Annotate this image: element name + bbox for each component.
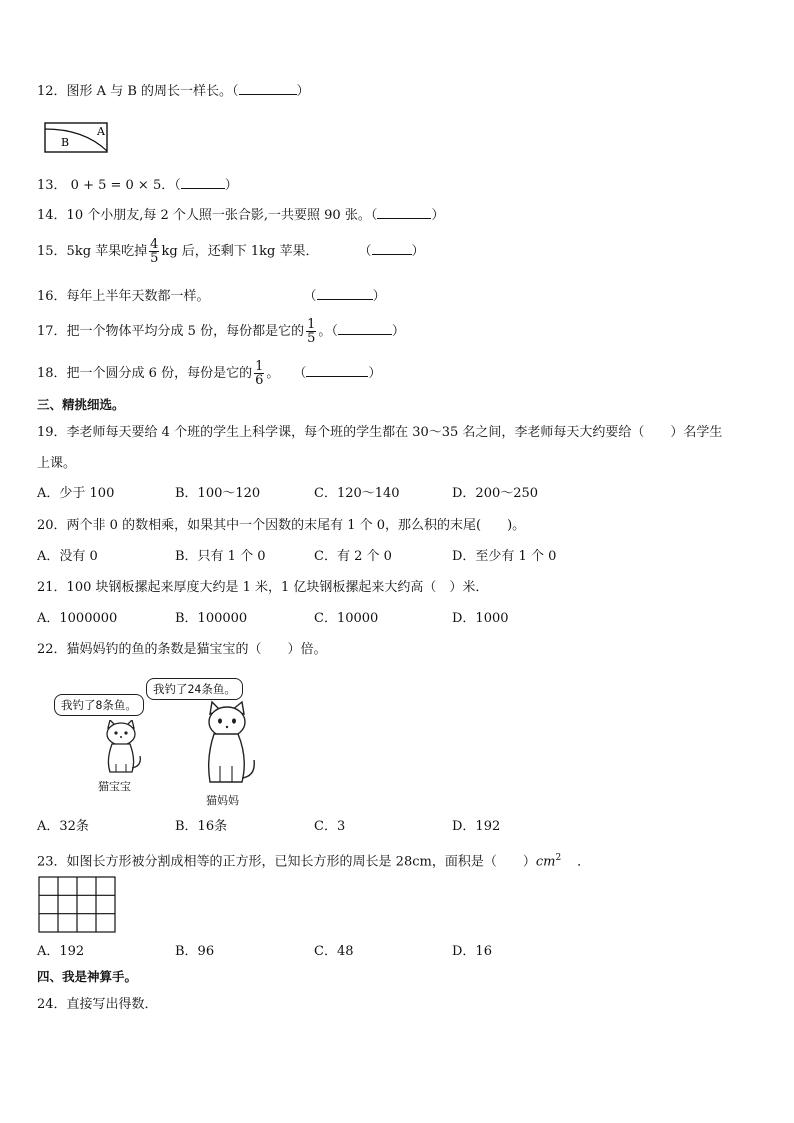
question-17: 17．把一个物体平均分成 5 份，每份都是它的 $\frac{1}{5}$ 。（ ）: [37, 317, 405, 346]
fraction: $\frac{4}{5}$: [150, 237, 159, 266]
question-16: 16．每年上半年天数都一样。 （ ）: [37, 289, 386, 304]
mother-cat-icon: [198, 700, 258, 788]
section-3-heading: 三、精挑细选。: [37, 397, 125, 412]
answer-blank[interactable]: [306, 364, 368, 377]
option-c[interactable]: C．10000: [314, 611, 379, 626]
baby-cat-icon: [96, 720, 146, 776]
option-c[interactable]: C．有 2 个 0: [314, 549, 392, 564]
question-19-line-1: 19．李老师每天要给 4 个班的学生上科学课，每个班的学生都在 30～35 名之间，李老师每天大约要给（ ）名学生: [37, 425, 723, 440]
option-d[interactable]: D．200～250: [452, 486, 539, 501]
option-d[interactable]: D．1000: [452, 611, 509, 626]
option-a[interactable]: A．没有 0: [37, 549, 98, 564]
answer-blank[interactable]: [317, 287, 373, 300]
answer-blank[interactable]: [372, 242, 412, 255]
question-24: 24．直接写出得数．: [37, 997, 158, 1012]
answer-blank[interactable]: [338, 322, 392, 335]
option-a[interactable]: A．少于 100: [37, 486, 115, 501]
option-c[interactable]: C．120～140: [314, 486, 400, 501]
option-c[interactable]: C．3: [314, 819, 346, 834]
label-a: A: [97, 125, 105, 138]
question-15: 15．5kg 苹果吃掉 $\frac{4}{5}$ kg 后，还剩下 1kg 苹果． （ ）: [37, 237, 425, 266]
question-18: 18．把一个圆分成 6 份，每份是它的 $\frac{1}{6}$ 。 （ ）: [37, 359, 382, 388]
option-c[interactable]: C．48: [314, 944, 354, 959]
option-a[interactable]: A．192: [37, 944, 85, 959]
answer-blank[interactable]: [239, 82, 297, 95]
bubble-mother-cat: 我钓了24条鱼。: [146, 678, 243, 700]
option-d[interactable]: D．至少有 1 个 0: [452, 549, 557, 564]
option-b[interactable]: B．只有 1 个 0: [175, 549, 266, 564]
caption-mother-cat: 猫妈妈: [206, 794, 239, 807]
answer-blank[interactable]: [377, 206, 431, 219]
option-a[interactable]: A．32条: [37, 819, 89, 834]
option-a[interactable]: A．1000000: [37, 611, 118, 626]
option-b[interactable]: B．100000: [175, 611, 248, 626]
question-19-line-2: 上课。: [37, 456, 77, 471]
question-14: 14．10 个小朋友,每 2 个人照一张合影,一共要照 90 张。（ ）: [37, 208, 445, 223]
figure-a-b: [44, 121, 110, 155]
grid-rectangle: [38, 876, 118, 934]
unit-cm: cm: [535, 854, 556, 870]
fraction: $\frac{1}{6}$: [255, 359, 264, 388]
question-21: 21．100 块钢板摞起来厚度大约是 1 米，1 亿块钢板摞起来大约高（ ）米．: [37, 580, 489, 595]
fraction: $\frac{1}{5}$: [307, 317, 316, 346]
caption-baby-cat: 猫宝宝: [98, 780, 131, 793]
question-13: 13． 0 + 5 = 0 × 5．（ ）: [37, 178, 238, 193]
question-12-text: 12．图形 A 与 B 的周长一样长。（: [37, 84, 239, 99]
option-d[interactable]: D．192: [452, 819, 501, 834]
bubble-baby-cat: 我钓了8条鱼。: [54, 694, 144, 716]
question-23: 23．如图长方形被分割成相等的正方形，已知长方形的周长是 28cm，面积是（ ）$cm^2$ ．: [37, 853, 591, 870]
option-d[interactable]: D．16: [452, 944, 492, 959]
option-b[interactable]: B．16条: [175, 819, 228, 834]
option-b[interactable]: B．100～120: [175, 486, 261, 501]
section-4-heading: 四、我是神算手。: [37, 969, 138, 984]
question-22: 22．猫妈妈钓的鱼的条数是猫宝宝的（ ）倍。: [37, 642, 327, 657]
answer-blank[interactable]: [181, 176, 225, 189]
question-12: 12．图形 A 与 B 的周长一样长。（ ）: [37, 84, 310, 99]
option-b[interactable]: B．96: [175, 944, 215, 959]
label-b: B: [61, 136, 70, 149]
question-20: 20．两个非 0 的数相乘，如果其中一个因数的末尾有 1 个 0，那么积的末尾( )。: [37, 518, 526, 533]
